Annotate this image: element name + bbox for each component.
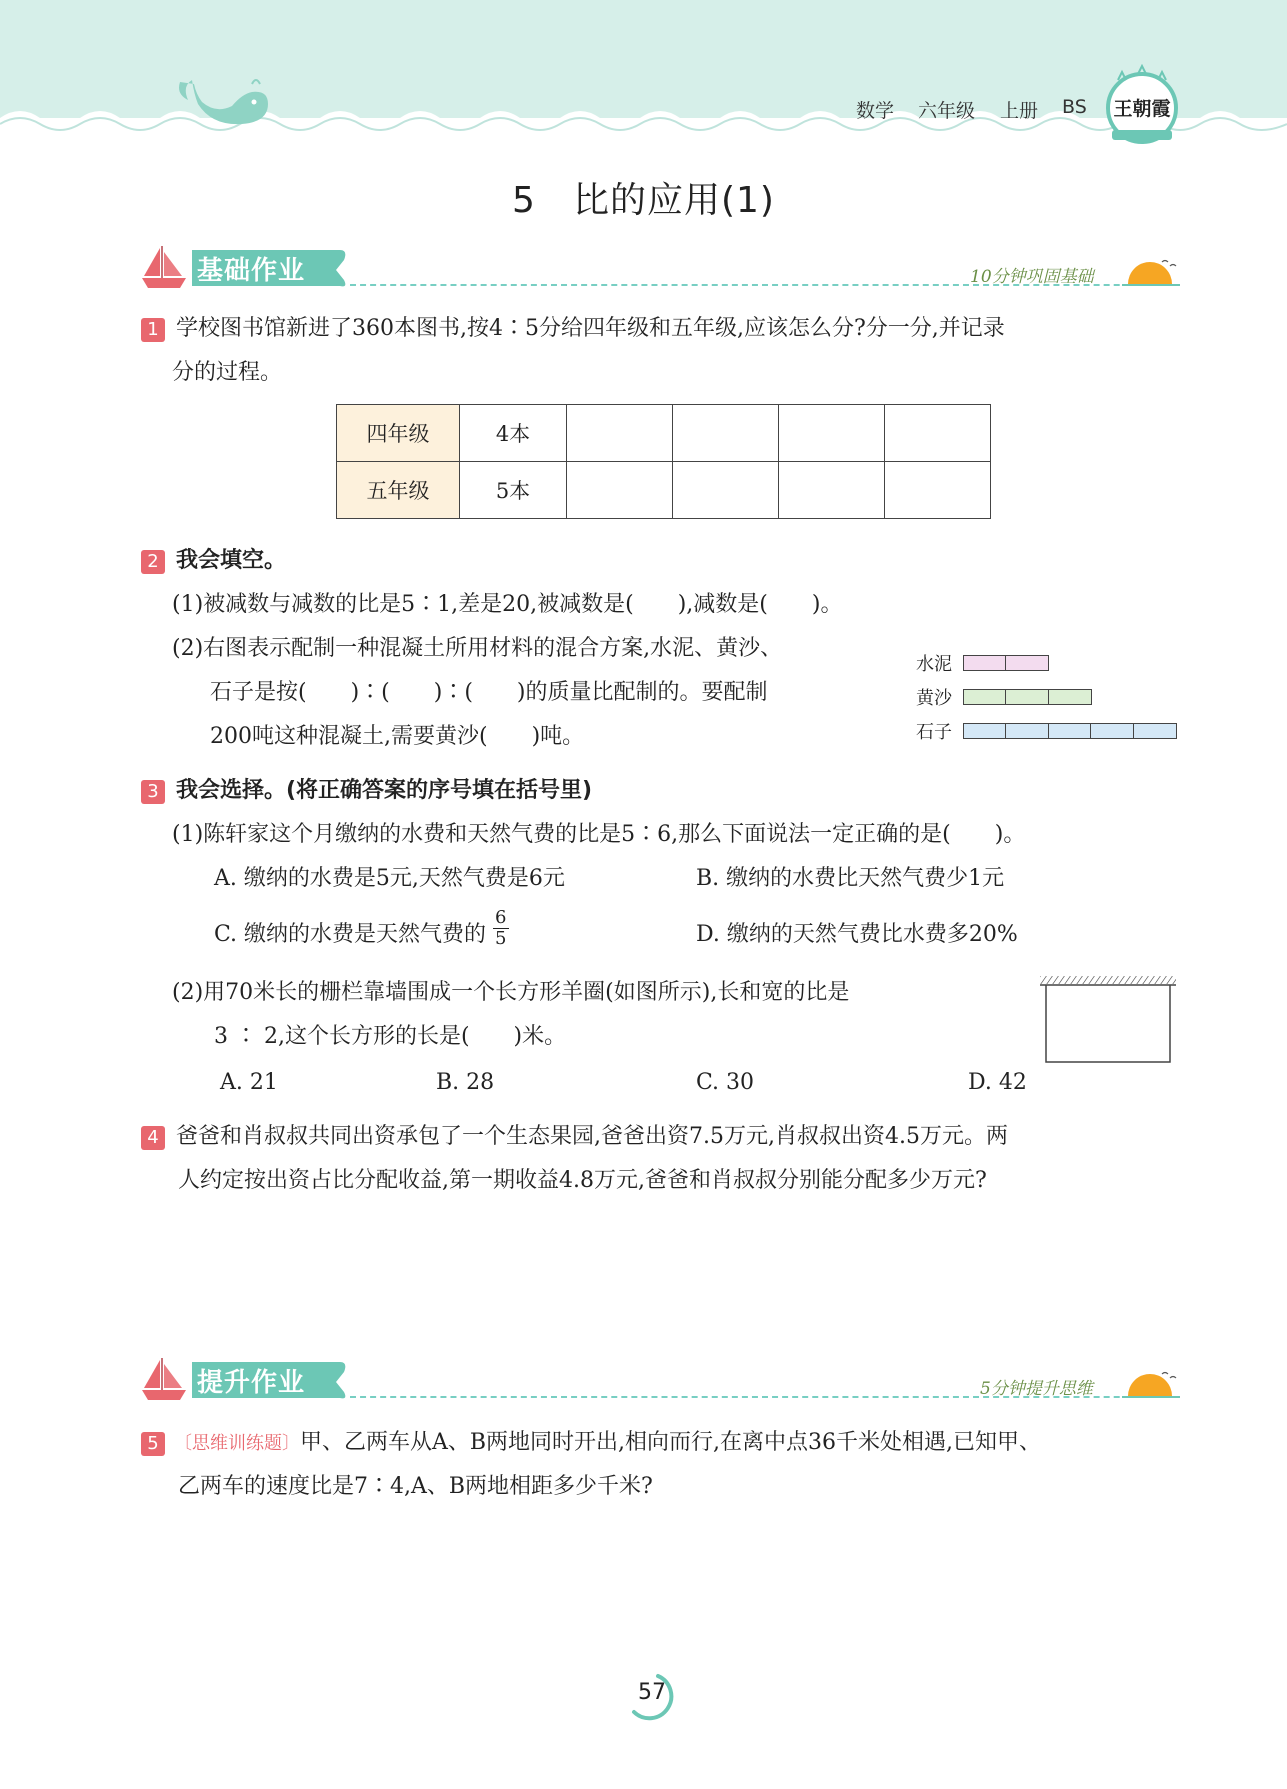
section-advanced-label: 提升作业 [197,1368,306,1398]
q2-part2-line3: 200吨这种混凝土,需要黄沙( )吨。 [210,724,585,749]
mix-diagram [916,646,1177,748]
q3-number: 3 [141,780,165,804]
section-basic-banner [140,246,350,290]
q3-part2-option-c[interactable]: C. 30 [696,1070,755,1095]
material-row [916,646,1177,680]
material-label: 水泥 [916,654,952,675]
q1-number: 1 [141,318,165,342]
q3-part2-line2: 3 ∶ 2,这个长方形的长是( )米。 [214,1024,567,1049]
q5-line1 [141,1428,1041,1459]
q2-part2-line1: (2)右图表示配制一种混凝土所用材料的混合方案,水泥、黄沙、 [172,636,783,661]
q3-part2-option-d[interactable]: D. 42 [968,1070,1027,1095]
material-unit-segment [1048,689,1092,705]
brand-logo [1102,64,1182,148]
material-unit-segment [1005,655,1049,671]
answer-cell[interactable] [673,405,779,462]
edition-label: BS [1062,96,1087,118]
q4-number: 4 [141,1126,165,1150]
table-row [337,405,991,462]
table-cell: 5本 [460,462,567,519]
answer-cell[interactable] [779,462,885,519]
q3-part2-option-a[interactable]: A. 21 [220,1070,278,1095]
fraction-numerator: 6 [495,906,507,928]
q3-option-d[interactable]: D. 缴纳的天然气费比水费多20% [696,922,1018,947]
q2-part2-line2: 石子是按( )∶( )∶( )的质量比配制的。要配制 [210,680,768,705]
q5-line2: 乙两车的速度比是7∶4,A、B两地相距多少千米? [178,1474,653,1499]
q3-heading [141,776,592,806]
subject-label: 数学 [856,100,895,122]
q2-heading-text: 我会填空。 [176,548,287,573]
q1-table [336,404,991,519]
page-title: 5 比的应用(1) [512,180,775,221]
table-cell: 4本 [460,405,567,462]
material-label: 石子 [916,722,952,743]
volume-label: 上册 [1000,100,1039,122]
table-row [337,462,991,519]
q2-part1: (1)被减数与减数的比是5∶1,差是20,被减数是( ),减数是( )。 [172,592,843,617]
q2-number: 2 [141,550,165,574]
q4-line2: 人约定按出资占比分配收益,第一期收益4.8万元,爸爸和肖叔叔分别能分配多少万元? [178,1168,987,1193]
material-unit-segment [1090,723,1134,739]
material-row [916,680,1177,714]
q5-text: 甲、乙两车从A、B两地同时开出,相向而行,在离中点36千米处相遇,已知甲、 [300,1430,1042,1455]
grade-label: 六年级 [918,100,976,122]
logo-text: 王朝霞 [1113,98,1171,120]
answer-cell[interactable] [567,462,673,519]
material-unit-segment [1048,723,1092,739]
fraction [493,908,508,949]
material-label: 黄沙 [916,688,952,709]
q1-text: 学校图书馆新进了360本图书,按4∶5分给四年级和五年级,应该怎么分?分一分,并记录 [176,316,1005,341]
q3-option-c[interactable] [214,906,509,950]
table-row-label: 四年级 [337,405,460,462]
material-unit-segment [1133,723,1177,739]
sheep-pen-diagram [1040,976,1176,1064]
material-row [916,714,1177,748]
answer-cell[interactable] [673,462,779,519]
q1-line1 [141,314,1005,344]
material-unit-segment [1005,689,1049,705]
whale-icon [172,74,282,134]
section-basic-timer: 10分钟巩固基础 [970,267,1094,287]
fraction-denominator: 5 [495,927,507,949]
material-unit-segment [963,655,1007,671]
q3-option-c-text: C. 缴纳的水费是天然气费的 [214,922,487,947]
q3-part2-option-b[interactable]: B. 28 [436,1070,495,1095]
q5-number: 5 [141,1432,165,1456]
material-unit-segment [963,723,1007,739]
page-number: 57 [638,1680,666,1705]
section-advanced-timer: 5分钟提升思维 [980,1379,1093,1399]
answer-cell[interactable] [885,405,991,462]
page-number-badge [622,1672,682,1722]
section-basic-label: 基础作业 [197,256,306,286]
q4-line1 [141,1122,1008,1152]
q3-heading-text: 我会选择。(将正确答案的序号填在括号里) [176,778,593,803]
q2-heading [141,546,286,576]
answer-cell[interactable] [567,405,673,462]
q3-option-b[interactable]: B. 缴纳的水费比天然气费少1元 [696,866,1005,891]
q1-line2: 分的过程。 [172,360,283,385]
q3-part2-line1: (2)用70米长的栅栏靠墙围成一个长方形羊圈(如图所示),长和宽的比是 [172,980,850,1005]
section-advanced-banner [140,1358,350,1402]
q3-option-a[interactable]: A. 缴纳的水费是5元,天然气费是6元 [214,866,565,891]
answer-cell[interactable] [885,462,991,519]
table-row-label: 五年级 [337,462,460,519]
material-unit-segment [1005,723,1049,739]
q3-part1: (1)陈轩家这个月缴纳的水费和天然气费的比是5∶6,那么下面说法一定正确的是( )。 [172,822,1026,847]
answer-cell[interactable] [779,405,885,462]
q4-text: 爸爸和肖叔叔共同出资承包了一个生态果园,爸爸出资7.5万元,肖叔叔出资4.5万元。两 [176,1124,1008,1149]
q5-tag: 〔思维训练题〕 [174,1433,300,1454]
material-unit-segment [963,689,1007,705]
sunset-icon [1122,1368,1180,1402]
sunset-icon [1122,256,1180,290]
